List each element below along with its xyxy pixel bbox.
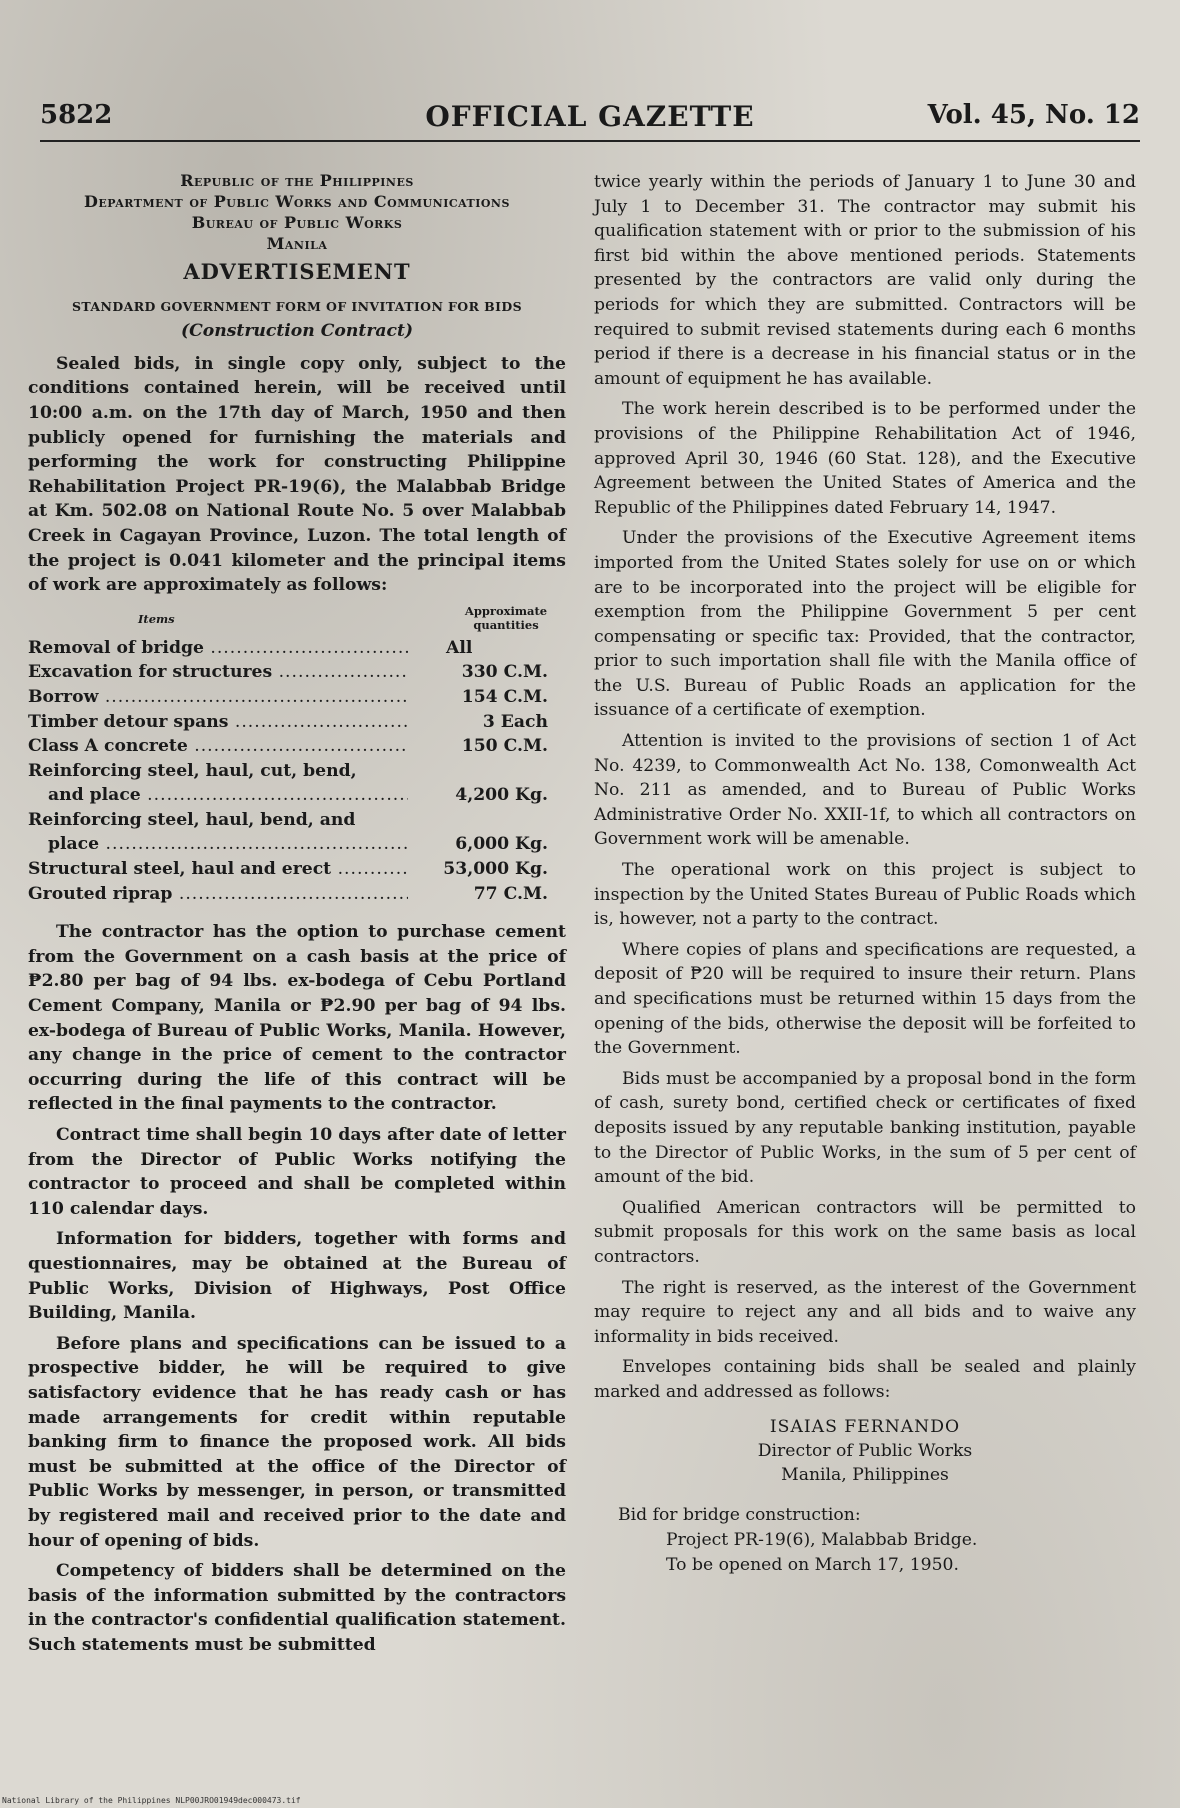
intro-paragraph: Sealed bids, in single copy only, subject to the conditions contained herein, will be received until 10:00 a.m. on the 17th day of March, 1950 and then publicly opened for furnishing the materials and performing the work for constructing Philippine Rehabilitation Project PR-19(6), the Malabbab Bridge at Km. 502.08 on National Route No. 5 over Malabbab Creek in Cagayan Province, Luzon. The total length of the project is 0.041 kilometer and the principal items of work are approximately as follows: — [28, 353, 566, 596]
table-row — [28, 734, 566, 759]
rights-paragraph: The right is reserved, as the interest of the Government may require to reject any and all bids and to waive any informality in bids received. — [594, 1277, 1136, 1347]
form-title: STANDARD GOVERNMENT FORM OF INVITATION FOR BIDS — [71, 298, 523, 314]
item-quantity: 4,200 Kg. — [455, 785, 548, 806]
american-contractors-paragraph: Qualified American contractors will be permitted to submit proposals for this work on the same basis as local contractors. — [594, 1197, 1136, 1267]
signature-block — [594, 1415, 1136, 1487]
item-quantity: 150 C.M. — [461, 736, 548, 757]
scan-footer: National Library of the Philippines NLP00JRO01949dec000473.tif — [2, 1796, 301, 1805]
item-name: Removal of bridge ..... — [28, 636, 408, 661]
item-quantity: 330 C.M. — [461, 662, 548, 683]
envelopes-paragraph: Envelopes containing bids shall be sealed and plainly marked and addressed as follows: — [594, 1357, 1136, 1402]
item-quantity: 3 Each — [482, 711, 548, 732]
volume-number: Vol. 45, No. 12 — [927, 100, 1140, 130]
inspection-paragraph: The operational work on this project is subject to inspection by the United States Bureau of Public Roads which is, however, not a party to the contract. — [594, 860, 1136, 930]
continuation-paragraph: twice yearly within the periods of January 1 to June 30 and July 1 to December 31. The contractor may submit his qualification statement with or prior to the submission of his first bid within the above mentioned periods. Statements presented by the contractors are valid only during the periods for which they are submitted. Contractors will be required to submit revised statements during each 6 months period if there is a decrease in his financial status or in the amount of equipment he has available. — [594, 172, 1136, 389]
item-quantity: All — [446, 637, 473, 658]
contract-time-paragraph: Contract time shall begin 10 days after date of letter from the Director of Public Works notifying the contractor to proceed and shall be completed within 110 calendar days. — [28, 1125, 566, 1219]
agency-block — [28, 170, 566, 254]
items-column-header: Items — [138, 611, 175, 626]
cement-paragraph: The contractor has the option to purchase cement from the Government on a cash basis at the price of ₱2.80 per bag of 94 lbs. ex-bodega of Cebu Portland Cement Company, Manila or ₱2.90 per bag of 94 lbs. ex-bodega of Bureau of Public Works, Manila. However, any change in the price of cement to the contractor occurring during the life of this contract will be reflected in the final payments to the contractor. — [28, 922, 566, 1115]
table-row — [28, 857, 566, 882]
items-table — [28, 636, 566, 907]
item-quantity: 6,000 Kg. — [455, 834, 548, 855]
rehabilitation-act-paragraph: The work herein described is to be performed under the provisions of the Philippine Rehabilitation Act of 1946, approved April 30, 1946 (60 Stat. 128), and the Executive Agreement between the United States of America and the Republic of the Philippines dated February 14, 1947. — [594, 399, 1136, 518]
contract-type: (Construction Contract) — [180, 321, 414, 342]
bid-label-block — [594, 1503, 1136, 1578]
left-column — [28, 170, 566, 1663]
gazette-title: OFFICIAL GAZETTE — [425, 100, 755, 133]
item-name: Reinforcing steel, haul, bend, and — [28, 809, 356, 830]
signatory-name: ISAIAS FERNANDO — [769, 1416, 961, 1437]
signatory-title: Director of Public Works — [757, 1440, 973, 1461]
table-row — [28, 710, 566, 735]
attention-paragraph: Attention is invited to the provisions of section 1 of Act No. 4239, to Commonwealth Act No. 138, Comonwealth Act No. 211 as amended, and to Bureau of Public Works Administrative Order No. XXII-1f, to which all contractors on Government work will be amenable. — [594, 731, 1136, 850]
right-column — [594, 170, 1136, 1578]
item-name: Grouted riprap ..... — [28, 882, 408, 907]
table-row — [28, 685, 566, 710]
bid-opening: To be opened on March 17, 1950. — [666, 1554, 959, 1575]
item-quantity: 77 C.M. — [473, 883, 548, 904]
table-row — [28, 660, 566, 685]
table-row — [28, 636, 566, 661]
table-row — [28, 759, 566, 808]
item-name: Excavation for structures ..... — [28, 660, 408, 685]
item-name-continued: place ..... — [28, 832, 408, 857]
page-number: 5822 — [40, 100, 113, 130]
page-header — [40, 100, 1140, 142]
agency-line: Department of Public Works and Communications — [84, 192, 510, 211]
item-name: Timber detour spans ..... — [28, 710, 408, 735]
item-name: Structural steel, haul and erect ..... — [28, 857, 408, 882]
item-quantity: 53,000 Kg. — [443, 859, 548, 880]
competency-paragraph: Competency of bidders shall be determined on the basis of the information submitted by the contractors in the contractor's confidential qualification statement. Such statements must be submitted — [28, 1561, 566, 1655]
item-name: Borrow ..... — [28, 685, 408, 710]
item-name: Class A concrete ..... — [28, 734, 408, 759]
advertisement-heading: ADVERTISEMENT — [183, 259, 411, 284]
signatory-place: Manila, Philippines — [781, 1464, 949, 1485]
table-row — [28, 808, 566, 857]
item-name-continued: and place ..... — [28, 783, 408, 808]
information-paragraph: Information for bidders, together with forms and questionnaires, may be obtained at the Bureau of Public Works, Division of Highways, Post Office Building, Manila. — [28, 1229, 566, 1324]
agency-line: Bureau of Public Works — [191, 213, 403, 232]
plans-paragraph: Before plans and specifications can be issued to a prospective bidder, he will be required to give satisfactory evidence that he has ready cash or has made arrangements for credit within reputable banking firm to finance the proposed work. All bids must be submitted at the office of the Director of Public Works by messenger, in person, or transmitted by registered mail and received prior to the date and hour of opening of bids. — [28, 1333, 566, 1551]
quantities-column-header: Approximate quantities — [464, 603, 548, 632]
items-table-header — [28, 604, 566, 632]
deposit-paragraph: Where copies of plans and specifications are requested, a deposit of ₱20 will be required to insure their return. Plans and specifications must be returned within 15 days from the opening of the bids, otherwise the deposit will be forfeited to the Government. — [594, 939, 1136, 1059]
agency-line: Manila — [266, 234, 328, 253]
bid-label: Bid for bridge construction: — [618, 1504, 861, 1525]
table-row — [28, 882, 566, 907]
bid-project: Project PR-19(6), Malabbab Bridge. — [666, 1529, 978, 1550]
agency-line: Republic of the Philippines — [180, 171, 414, 190]
item-name: Reinforcing steel, haul, cut, bend, — [28, 760, 357, 781]
exemption-paragraph: Under the provisions of the Executive Agreement items imported from the United States solely for use on or which are to be incorporated into the project will be eligible for exemption from the Philippine Government 5 per cent compensating or specific tax: Provided, that the contractor, prior to such importation shall file with the Manila office of the U.S. Bureau of Public Roads an application for the issuance of a certificate of exemption. — [594, 528, 1136, 721]
item-quantity: 154 C.M. — [461, 686, 548, 707]
bond-paragraph: Bids must be accompanied by a proposal bond in the form of cash, surety bond, certified check or certificates of fixed deposits issued by any reputable banking institution, payable to the Director of Public Works, in the sum of 5 per cent of amount of the bid. — [594, 1068, 1136, 1188]
